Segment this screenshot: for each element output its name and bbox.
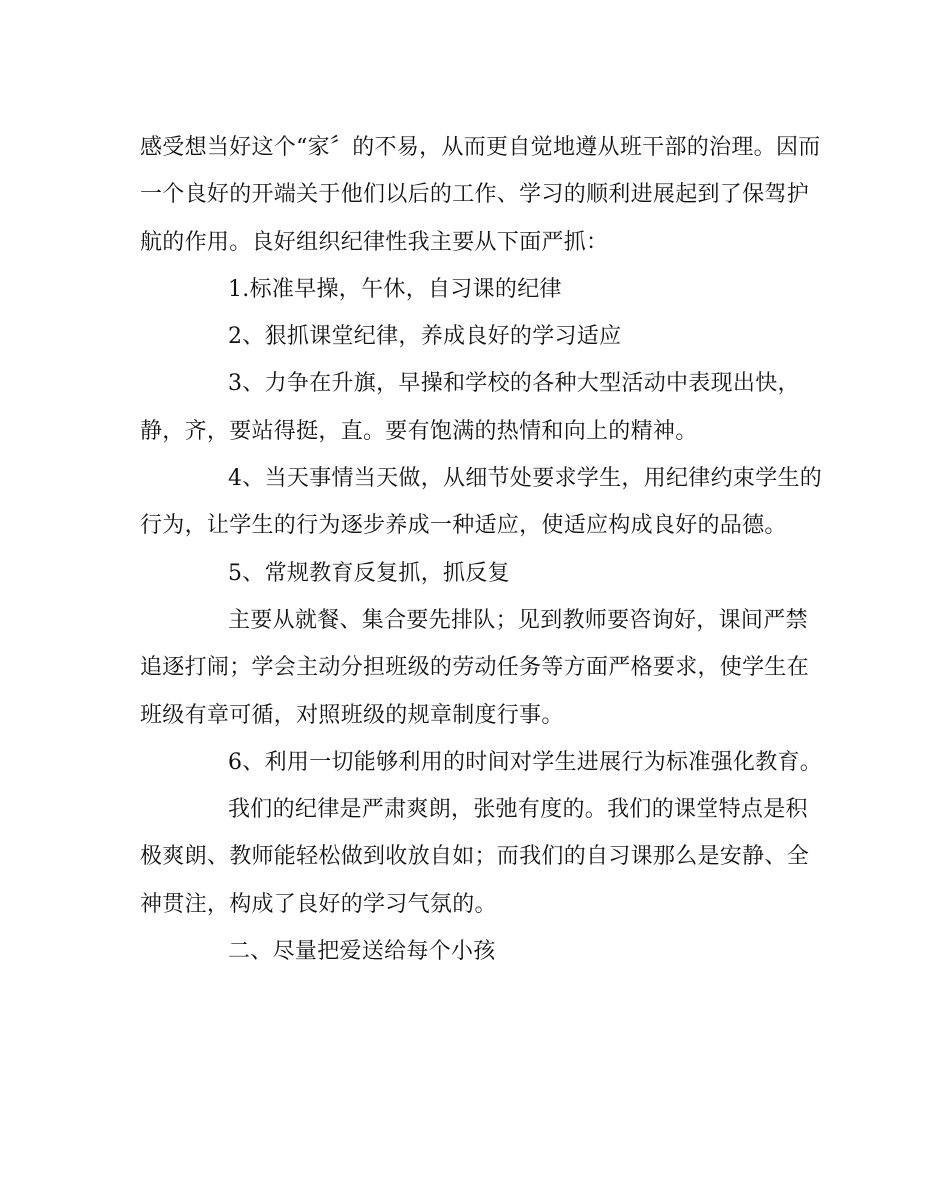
- paragraph-line: 静，齐，要站得挺，直。要有饱满的热情和向上的精神。: [140, 418, 698, 444]
- paragraph-line: 航的作用。良好组织纪律性我主要从下面严抓：: [140, 229, 609, 255]
- paragraph-line: 神贯注，构成了良好的学习气氛的。: [140, 891, 497, 917]
- list-item: 3、力争在升旗，早操和学校的各种大型活动中表现出快，: [228, 371, 800, 397]
- paragraph-line: 追逐打闹；学会主动分担班级的劳动任务等方面严格要求，使学生在: [140, 655, 810, 681]
- list-item: 4、当天事情当天做，从细节处要求学生，用纪律约束学生的: [228, 466, 823, 492]
- paragraph-line: 我们的纪律是严肃爽朗，张弛有度的。我们的课堂特点是积: [228, 797, 808, 823]
- section-heading: 二、尽量把爱送给每个小孩: [228, 939, 496, 965]
- list-item: 6、利用一切能够利用的时间对学生进展行为标准强化教育。: [228, 749, 823, 775]
- list-item: 2、狠抓课堂纪律，养成良好的学习适应: [228, 324, 622, 350]
- paragraph-line: 极爽朗、教师能轻松做到收放自如；而我们的自习课那么是安静、全: [140, 844, 810, 870]
- paragraph-line: 行为，让学生的行为逐步养成一种适应，使适应构成良好的品德。: [140, 513, 787, 539]
- paragraph-line: 主要从就餐、集合要先排队；见到教师要咨询好，课间严禁: [228, 607, 808, 633]
- paragraph-line: 一个良好的开端关于他们以后的工作、学习的顺利进展起到了保驾护: [140, 182, 810, 208]
- paragraph-line: 感受想当好这个“家〞的不易，从而更自觉地遵从班干部的治理。因而: [140, 135, 821, 160]
- list-item: 1.标准早操，午休，自习课的纪律: [228, 276, 562, 302]
- document-body: [140, 124, 823, 975]
- list-item: 5、常规教育反复抓，抓反复: [228, 560, 510, 586]
- paragraph-line: 班级有章可循，对照班级的规章制度行事。: [140, 702, 564, 728]
